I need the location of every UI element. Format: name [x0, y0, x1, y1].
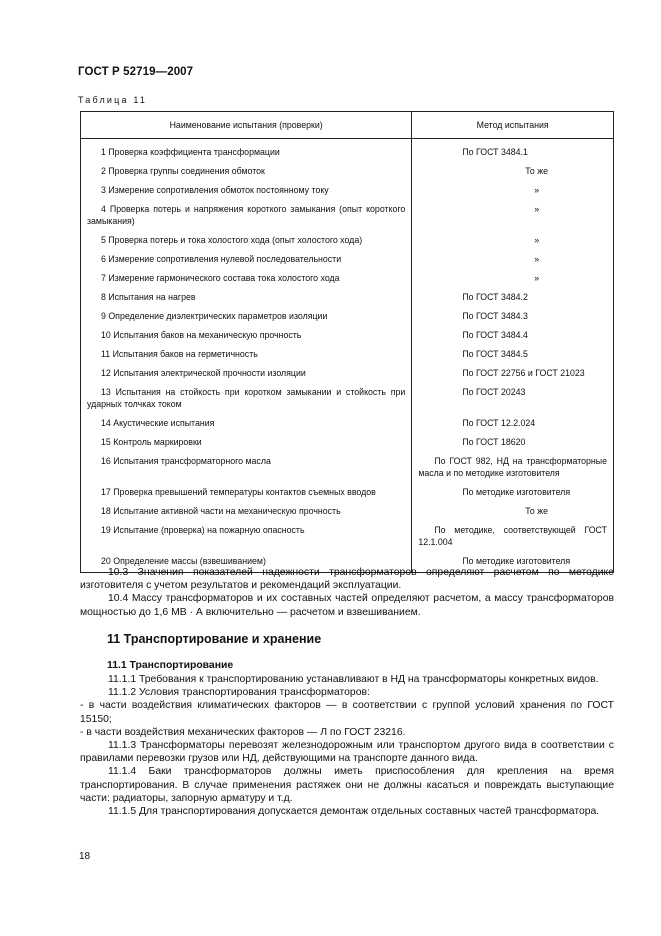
table-row	[81, 415, 614, 434]
standard-header: ГОСТ Р 52719—2007	[78, 66, 194, 78]
paragraph-10-4: 10.4 Массу трансформаторов и их составных частей определяют расчетом, а массу трансформаторов мощностью до 1,6 МВ · А включительно — расчетом и взвешиванием.	[80, 593, 614, 618]
tests-table	[80, 111, 614, 573]
test-name: 2 Проверка группы соединения обмоток	[101, 166, 265, 176]
page-number: 18	[79, 851, 91, 862]
test-method: По ГОСТ 3484.5	[462, 349, 528, 359]
paragraph-11-1-1: 11.1.1 Требования к транспортированию устанавливают в НД на трансформаторы конкретных видов.	[108, 674, 599, 685]
test-method: »	[534, 185, 540, 195]
table-row	[81, 232, 614, 251]
table-row	[81, 434, 614, 453]
test-method: »	[534, 254, 540, 264]
test-name: 12 Испытания электрической прочности изоляции	[101, 368, 306, 378]
table-row	[81, 270, 614, 289]
table-row	[81, 308, 614, 327]
table-row	[81, 346, 614, 365]
test-name: 6 Измерение сопротивления нулевой последовательности	[101, 254, 342, 264]
table-row	[81, 163, 614, 182]
test-method: По ГОСТ 20243	[462, 387, 526, 397]
test-name: 1 Проверка коэффициента трансформации	[101, 147, 280, 157]
test-name: 16 Испытания трансформаторного масла	[101, 456, 271, 466]
test-name: 3 Измерение сопротивления обмоток постоянному току	[101, 185, 329, 195]
list-item-climatic: - в части воздействия климатических факторов — в соответствии с группой условий хранения по ГОСТ 15150;	[80, 700, 614, 725]
test-name: 8 Испытания на нагрев	[101, 292, 196, 302]
table-row	[81, 182, 614, 201]
table-row	[81, 327, 614, 346]
paragraph-11-1-3: 11.1.3 Трансформаторы перевозят железнодорожным или транспортом другого вида в соответствии с правилами перевозки грузов или НД, действующими на транспорте данного вида.	[80, 740, 614, 765]
paragraphs-block-11	[80, 673, 614, 818]
list-item-mechanical: - в части воздействия механических факторов — Л по ГОСТ 23216.	[80, 726, 406, 738]
column-header-test-name: Наименование испытания (проверки)	[81, 112, 412, 139]
test-name: 20 Определение массы (взвешиванием)	[101, 556, 266, 566]
table-row	[81, 365, 614, 384]
table-label: Таблица 11	[78, 95, 148, 105]
test-name: 18 Испытание активной части на механическую прочность	[101, 506, 341, 516]
test-name: 7 Измерение гармонического состава тока холостого хода	[101, 273, 340, 283]
test-method: »	[534, 204, 540, 214]
table-row	[81, 503, 614, 522]
subsection-title: 11.1 Транспортирование	[107, 660, 234, 671]
test-method: По ГОСТ 3484.1	[462, 147, 528, 157]
paragraph-10-3: 10.3 Значения показателей надежности трансформаторов определяют расчетом по методике изготовителя с учетом результатов и рекомендаций эксплуатации.	[80, 567, 614, 592]
table-header-row	[81, 112, 614, 139]
table-row	[81, 201, 614, 232]
table-row	[81, 384, 614, 415]
test-name: 10 Испытания баков на механическую прочность	[101, 330, 302, 340]
test-method: »	[534, 235, 540, 245]
test-method: То же	[525, 166, 549, 176]
test-method: По методике изготовителя	[462, 487, 571, 497]
test-method: По методике, соответствующей ГОСТ 12.1.004	[418, 525, 607, 547]
paragraphs-block-10	[80, 566, 614, 619]
test-method: По методике изготовителя	[462, 556, 571, 566]
table-row	[81, 139, 614, 164]
paragraph-11-1-5: 11.1.5 Для транспортирования допускается демонтаж отдельных составных частей трансформатора.	[108, 806, 600, 818]
test-method: По ГОСТ 982, НД на трансформаторные масла и по методике изготовителя	[418, 456, 607, 478]
paragraph-11-1-4: 11.1.4 Баки трансформаторов должны иметь приспособления для крепления на время транспортирования. В случае применения растяжек они не должны касаться и повреждать выступающие части: радиаторы, запорную арматуру и т.д.	[80, 766, 614, 804]
test-method: По ГОСТ 18620	[462, 437, 526, 447]
test-method: То же	[525, 506, 549, 516]
test-name: 14 Акустические испытания	[101, 418, 215, 428]
section-title: 11 Транспортирование и хранение	[107, 632, 322, 646]
test-name: 15 Контроль маркировки	[101, 437, 202, 447]
test-name: 17 Проверка превышений температуры контактов съемных вводов	[101, 487, 376, 497]
table-row	[81, 453, 614, 484]
test-name: 9 Определение диэлектрических параметров изоляции	[101, 311, 328, 321]
test-name: 11 Испытания баков на герметичность	[101, 349, 258, 359]
table-row	[81, 251, 614, 270]
test-method: По ГОСТ 22756 и ГОСТ 21023	[462, 368, 585, 378]
test-method: По ГОСТ 12.2.024	[462, 418, 536, 428]
table-row	[81, 522, 614, 553]
test-name: 4 Проверка потерь и напряжения короткого замыкания (опыт короткого замыкания)	[87, 204, 406, 226]
column-header-method: Метод испытания	[412, 112, 614, 139]
test-method: По ГОСТ 3484.2	[462, 292, 528, 302]
table-row	[81, 289, 614, 308]
test-method: »	[534, 273, 540, 283]
test-name: 13 Испытания на стойкость при коротком замыкании и стойкость при ударных толчках током	[87, 387, 406, 409]
test-method: По ГОСТ 3484.3	[462, 311, 528, 321]
table-row	[81, 484, 614, 503]
test-name: 19 Испытание (проверка) на пожарную опасность	[101, 525, 305, 535]
test-method: По ГОСТ 3484.4	[462, 330, 528, 340]
test-name: 5 Проверка потерь и тока холостого хода (опыт холостого хода)	[101, 235, 363, 245]
paragraph-11-1-2: 11.1.2 Условия транспортирования трансформаторов:	[108, 687, 370, 699]
